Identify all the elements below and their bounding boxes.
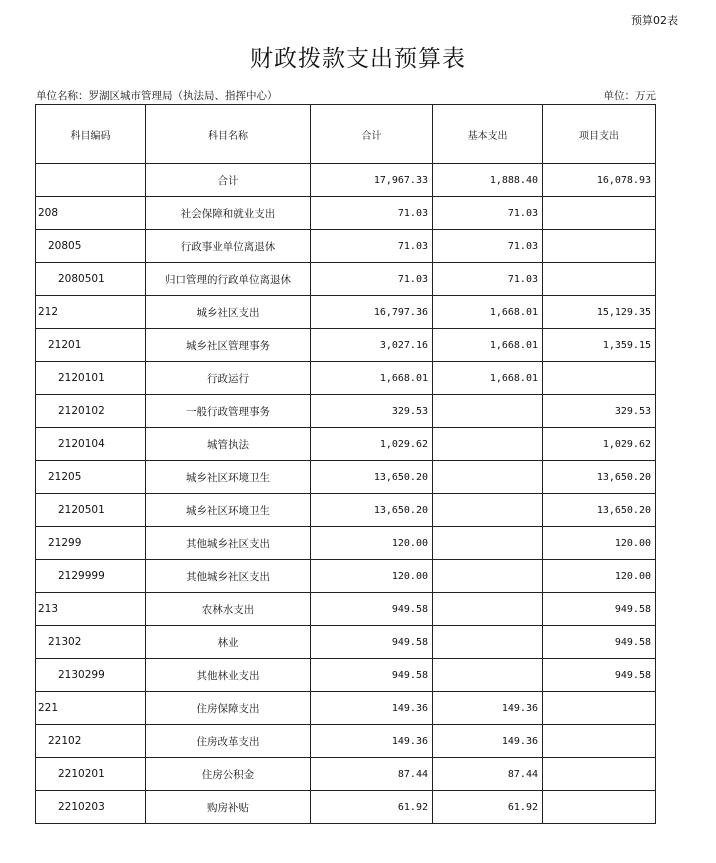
budget-table <box>35 104 656 824</box>
cell-name: 城管执法 <box>146 428 311 461</box>
cell-total: 13,650.20 <box>311 494 433 527</box>
table-row <box>36 725 656 758</box>
cell-basic: 1,668.01 <box>433 296 543 329</box>
cell-code: 2120104 <box>36 428 146 461</box>
cell-code: 21302 <box>36 626 146 659</box>
cell-code: 21201 <box>36 329 146 362</box>
cell-name: 社会保障和就业支出 <box>146 197 311 230</box>
cell-basic <box>433 593 543 626</box>
cell-total: 949.58 <box>311 593 433 626</box>
cell-code: 2120101 <box>36 362 146 395</box>
cell-project: 16,078.93 <box>543 164 656 197</box>
cell-total: 13,650.20 <box>311 461 433 494</box>
cell-total: 120.00 <box>311 560 433 593</box>
cell-total: 120.00 <box>311 527 433 560</box>
table-row <box>36 527 656 560</box>
cell-project: 13,650.20 <box>543 461 656 494</box>
cell-total: 87.44 <box>311 758 433 791</box>
table-row <box>36 593 656 626</box>
cell-total: 71.03 <box>311 230 433 263</box>
cell-basic: 1,668.01 <box>433 362 543 395</box>
cell-project: 1,029.62 <box>543 428 656 461</box>
cell-basic: 149.36 <box>433 725 543 758</box>
cell-basic: 71.03 <box>433 230 543 263</box>
cell-project: 949.58 <box>543 626 656 659</box>
table-row <box>36 428 656 461</box>
cell-total: 1,029.62 <box>311 428 433 461</box>
column-header-total: 合计 <box>311 105 433 164</box>
cell-project <box>543 791 656 824</box>
cell-basic <box>433 494 543 527</box>
table-row <box>36 692 656 725</box>
cell-basic <box>433 395 543 428</box>
cell-total: 17,967.33 <box>311 164 433 197</box>
column-header-project: 项目支出 <box>543 105 656 164</box>
cell-project: 949.58 <box>543 593 656 626</box>
cell-total: 949.58 <box>311 626 433 659</box>
table-row <box>36 659 656 692</box>
table-row <box>36 164 656 197</box>
cell-project <box>543 362 656 395</box>
cell-code: 21205 <box>36 461 146 494</box>
cell-basic <box>433 626 543 659</box>
cell-code: 2210203 <box>36 791 146 824</box>
cell-basic: 71.03 <box>433 197 543 230</box>
cell-total: 329.53 <box>311 395 433 428</box>
column-header-basic: 基本支出 <box>433 105 543 164</box>
cell-name: 合计 <box>146 164 311 197</box>
cell-name: 城乡社区管理事务 <box>146 329 311 362</box>
table-header <box>36 105 656 164</box>
cell-total: 1,668.01 <box>311 362 433 395</box>
cell-project: 120.00 <box>543 560 656 593</box>
cell-total: 149.36 <box>311 692 433 725</box>
cell-total: 3,027.16 <box>311 329 433 362</box>
cell-basic: 71.03 <box>433 263 543 296</box>
cell-project <box>543 230 656 263</box>
table-row <box>36 560 656 593</box>
cell-name: 行政事业单位离退休 <box>146 230 311 263</box>
table-row <box>36 461 656 494</box>
cell-name: 其他林业支出 <box>146 659 311 692</box>
cell-project: 120.00 <box>543 527 656 560</box>
cell-name: 林业 <box>146 626 311 659</box>
table-row <box>36 230 656 263</box>
table-row <box>36 626 656 659</box>
cell-name: 归口管理的行政单位离退休 <box>146 263 311 296</box>
cell-total: 16,797.36 <box>311 296 433 329</box>
cell-basic: 61.92 <box>433 791 543 824</box>
cell-name: 购房补贴 <box>146 791 311 824</box>
cell-code <box>36 164 146 197</box>
table-body <box>36 164 656 824</box>
table-row <box>36 758 656 791</box>
cell-basic <box>433 527 543 560</box>
cell-code: 2120501 <box>36 494 146 527</box>
cell-code: 208 <box>36 197 146 230</box>
cell-name: 城乡社区环境卫生 <box>146 461 311 494</box>
cell-name: 农林水支出 <box>146 593 311 626</box>
cell-total: 71.03 <box>311 197 433 230</box>
column-header-code: 科目编码 <box>36 105 146 164</box>
table-row <box>36 296 656 329</box>
column-header-name: 科目名称 <box>146 105 311 164</box>
cell-total: 61.92 <box>311 791 433 824</box>
cell-basic <box>433 461 543 494</box>
cell-name: 城乡社区环境卫生 <box>146 494 311 527</box>
cell-basic: 1,888.40 <box>433 164 543 197</box>
table-row <box>36 362 656 395</box>
cell-code: 21299 <box>36 527 146 560</box>
cell-project <box>543 197 656 230</box>
cell-code: 22102 <box>36 725 146 758</box>
cell-total: 149.36 <box>311 725 433 758</box>
unit-info-row <box>36 88 656 103</box>
cell-project <box>543 692 656 725</box>
cell-project <box>543 758 656 791</box>
cell-project: 329.53 <box>543 395 656 428</box>
cell-code: 212 <box>36 296 146 329</box>
cell-project: 15,129.35 <box>543 296 656 329</box>
unit-name: 单位名称：罗湖区城市管理局（执法局、指挥中心） <box>36 90 278 102</box>
cell-code: 20805 <box>36 230 146 263</box>
unit-measure: 单位：万元 <box>603 90 656 102</box>
cell-basic: 87.44 <box>433 758 543 791</box>
table-row <box>36 197 656 230</box>
cell-project: 949.58 <box>543 659 656 692</box>
page-title: 财政拨款支出预算表 <box>250 46 466 72</box>
cell-basic: 149.36 <box>433 692 543 725</box>
cell-basic <box>433 428 543 461</box>
cell-name: 城乡社区支出 <box>146 296 311 329</box>
table-row <box>36 263 656 296</box>
table-row <box>36 395 656 428</box>
cell-project <box>543 725 656 758</box>
table-row <box>36 329 656 362</box>
cell-code: 2130299 <box>36 659 146 692</box>
cell-code: 213 <box>36 593 146 626</box>
cell-name: 住房改革支出 <box>146 725 311 758</box>
cell-project <box>543 263 656 296</box>
cell-project: 1,359.15 <box>543 329 656 362</box>
cell-name: 住房公积金 <box>146 758 311 791</box>
cell-total: 71.03 <box>311 263 433 296</box>
cell-name: 一般行政管理事务 <box>146 395 311 428</box>
cell-total: 949.58 <box>311 659 433 692</box>
cell-project: 13,650.20 <box>543 494 656 527</box>
cell-code: 2120102 <box>36 395 146 428</box>
cell-code: 2129999 <box>36 560 146 593</box>
form-number: 预算02表 <box>631 14 678 27</box>
cell-basic <box>433 659 543 692</box>
cell-name: 其他城乡社区支出 <box>146 527 311 560</box>
cell-name: 住房保障支出 <box>146 692 311 725</box>
cell-basic <box>433 560 543 593</box>
cell-name: 行政运行 <box>146 362 311 395</box>
cell-code: 2210201 <box>36 758 146 791</box>
cell-name: 其他城乡社区支出 <box>146 560 311 593</box>
table-row <box>36 791 656 824</box>
table-row <box>36 494 656 527</box>
cell-basic: 1,668.01 <box>433 329 543 362</box>
cell-code: 221 <box>36 692 146 725</box>
cell-code: 2080501 <box>36 263 146 296</box>
